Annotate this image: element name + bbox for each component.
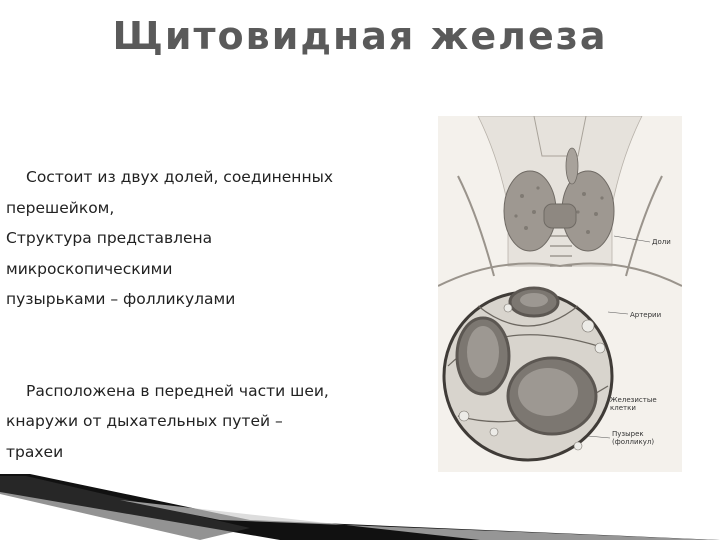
text-line: Расположена в передней части шеи,	[26, 381, 329, 400]
text-line: перешейком,	[6, 198, 115, 217]
text-line: пузырьками – фолликулами	[6, 290, 236, 308]
label-vesicle-2: (фолликул)	[612, 438, 655, 446]
slide-title: Щитовидная железа	[112, 14, 608, 58]
text-line: кнаружи от дыхательных путей –	[6, 412, 283, 430]
text-line: трахеи	[6, 442, 64, 461]
label-glandular-cells-1: Железистые	[610, 396, 657, 404]
text-line: Структура представлена	[6, 229, 213, 247]
text-line: микроскопическими	[6, 259, 173, 278]
label-vesicle-1: Пузырек	[612, 430, 644, 438]
label-arteries: Артерии	[630, 311, 662, 319]
label-lobes: Доли	[652, 238, 671, 246]
label-glandular-cells-2: клетки	[610, 404, 636, 412]
text-line: Состоит из двух долей, соединенных	[26, 168, 333, 186]
